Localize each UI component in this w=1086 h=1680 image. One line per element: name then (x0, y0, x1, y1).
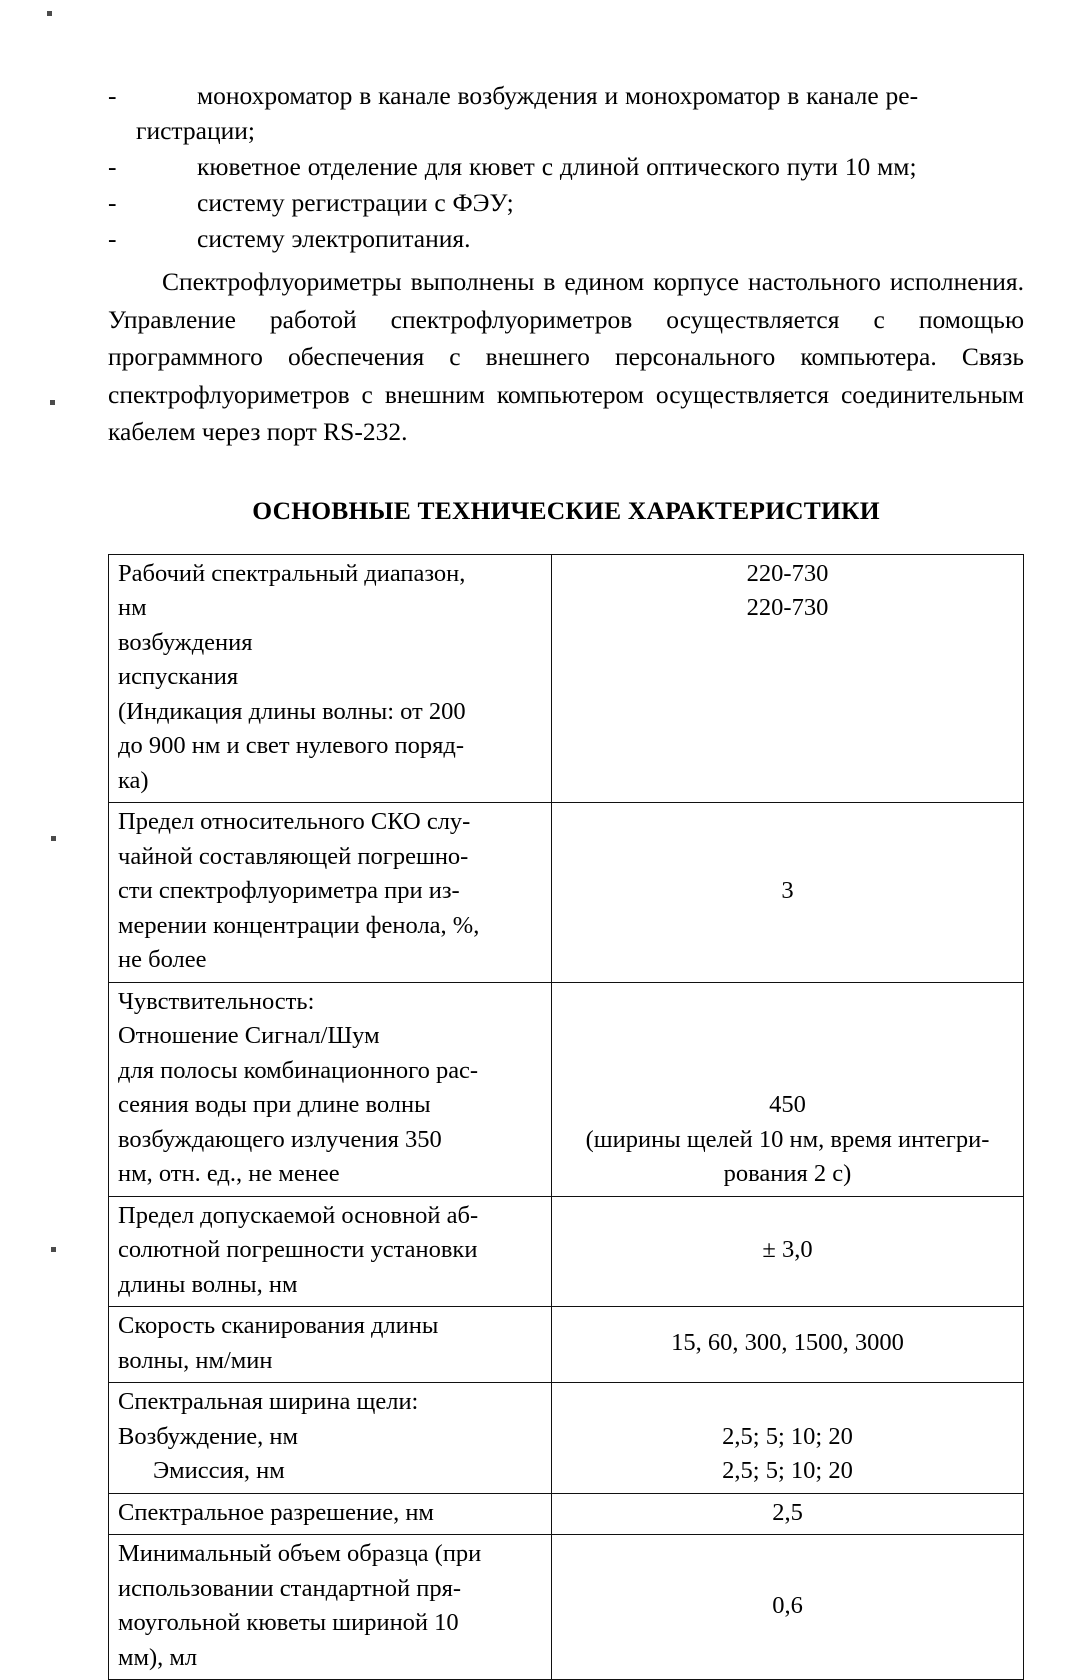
spec-value-cell (552, 554, 1024, 803)
spec-label-line: Спектральная ширина щели: (118, 1385, 543, 1420)
spec-value-line: 220-730 (558, 557, 1017, 592)
spec-label-line: (Индикация длины волны: от 200 (118, 695, 543, 730)
spec-value-line: (ширины щелей 10 нм, время интегри- (558, 1123, 1017, 1158)
spec-value-cell (552, 1307, 1024, 1383)
spec-value-cell (552, 1383, 1024, 1494)
spec-label-line: длины волны, нм (118, 1268, 543, 1303)
bullet-dash-icon: - (108, 78, 117, 113)
spec-value-line: 220-730 (558, 591, 1017, 626)
list-item-label: кюветное отделение для кювет с длиной оптического пути 10 мм; (197, 152, 917, 181)
spec-label-line: сти спектрофлуориметра при из- (118, 874, 543, 909)
spec-value-line: 15, 60, 300, 1500, 3000 (558, 1326, 1017, 1361)
bullet-dash-icon: - (108, 185, 117, 220)
spec-label-line: сеяния воды при длине волны (118, 1088, 543, 1123)
list-item (108, 221, 1024, 256)
spec-label-cell (109, 1383, 552, 1494)
spec-value-line: 2,5; 5; 10; 20 (558, 1454, 1017, 1489)
spec-label-line: Минимальный объем образца (при (118, 1537, 543, 1572)
spec-value-cell (552, 803, 1024, 983)
spec-value-cell (552, 1535, 1024, 1680)
spec-value-cell (552, 1196, 1024, 1307)
spec-value-line: 3 (558, 874, 1017, 909)
body-paragraph: Спектрофлуориметры выполнены в едином корпусе настольного исполнения. Управление работой спектрофлуориметров осуществляется с помощью программного обеспечения с внешнего персонального компьютера. Связь спектрофлуориметров с внешним компьютером осуществляется соединительным кабелем через порт RS-232. (108, 263, 1024, 451)
spec-label-line: волны, нм/мин (118, 1344, 543, 1379)
spec-label-line: чайной составляющей погрешно- (118, 840, 543, 875)
table-row (109, 1493, 1024, 1535)
spec-value-line: 2,5; 5; 10; 20 (558, 1420, 1017, 1455)
spec-value-line: 0,6 (558, 1589, 1017, 1624)
list-item (108, 78, 1024, 148)
spec-label-line: для полосы комбинационного рас- (118, 1054, 543, 1089)
section-heading: ОСНОВНЫЕ ТЕХНИЧЕСКИЕ ХАРАКТЕРИСТИКИ (108, 495, 1024, 527)
spec-value-line: 450 (558, 1088, 1017, 1123)
spec-label-line: Эмиссия, нм (118, 1454, 543, 1489)
spec-value-line: ± 3,0 (558, 1233, 1017, 1268)
table-row (109, 554, 1024, 803)
scan-speck-mark (47, 11, 52, 16)
spec-label-line: нм, отн. ед., не менее (118, 1157, 543, 1192)
spec-label-line: испускания (118, 660, 543, 695)
table-row (109, 1535, 1024, 1680)
spec-label-line: ка) (118, 764, 543, 799)
spec-label-cell (109, 1307, 552, 1383)
page-content (108, 78, 1024, 1680)
spec-label-cell (109, 1535, 552, 1680)
spec-label-cell (109, 554, 552, 803)
table-row (109, 803, 1024, 983)
spec-label-cell (109, 803, 552, 983)
spec-label-line: использовании стандартной пря- (118, 1572, 543, 1607)
table-row (109, 1383, 1024, 1494)
table-row (109, 1196, 1024, 1307)
spec-label-line: Возбуждение, нм (118, 1420, 543, 1455)
spec-value-line: рования 2 с) (558, 1157, 1017, 1192)
spec-value-line: 2,5 (558, 1496, 1017, 1531)
spec-label-line: не более (118, 943, 543, 978)
scan-speck-mark (51, 1247, 56, 1252)
bullet-dash-icon: - (108, 221, 117, 256)
list-item-label: монохроматор в канале возбуждения и монохроматор в канале ре-гистрации; (136, 81, 918, 145)
spec-label-line: Предел относительного СКО слу- (118, 805, 543, 840)
spec-label-line: Скорость сканирования длины (118, 1309, 543, 1344)
spec-label-line: мерении концентрации фенола, %, (118, 909, 543, 944)
spec-value-cell (552, 1493, 1024, 1535)
spec-label-line: Чувствительность: (118, 985, 543, 1020)
component-list (108, 78, 1024, 256)
scan-speck-mark (50, 400, 55, 405)
spec-label-cell (109, 1493, 552, 1535)
table-row (109, 1307, 1024, 1383)
spec-label-line: Рабочий спектральный диапазон, (118, 557, 543, 592)
table-row (109, 982, 1024, 1196)
spec-label-line: Спектральное разрешение, нм (118, 1496, 543, 1531)
spec-label-line: возбуждающего излучения 350 (118, 1123, 543, 1158)
list-item (108, 185, 1024, 220)
spec-label-line: нм (118, 591, 543, 626)
scan-speck-mark (51, 836, 56, 841)
spec-label-cell (109, 1196, 552, 1307)
list-item-label: систему электропитания. (197, 224, 471, 253)
spec-value-cell (552, 982, 1024, 1196)
specifications-table (108, 554, 1024, 1680)
spec-label-cell (109, 982, 552, 1196)
spec-label-line: до 900 нм и свет нулевого поряд- (118, 729, 543, 764)
spec-label-line: солютной погрешности установки (118, 1233, 543, 1268)
list-item (108, 149, 1024, 184)
spec-label-line: Отношение Сигнал/Шум (118, 1019, 543, 1054)
spec-label-line: возбуждения (118, 626, 543, 661)
spec-label-line: Предел допускаемой основной аб- (118, 1199, 543, 1234)
spec-label-line: мм), мл (118, 1641, 543, 1676)
list-item-label: систему регистрации с ФЭУ; (197, 188, 514, 217)
spec-label-line: моугольной кюветы шириной 10 (118, 1606, 543, 1641)
bullet-dash-icon: - (108, 149, 117, 184)
